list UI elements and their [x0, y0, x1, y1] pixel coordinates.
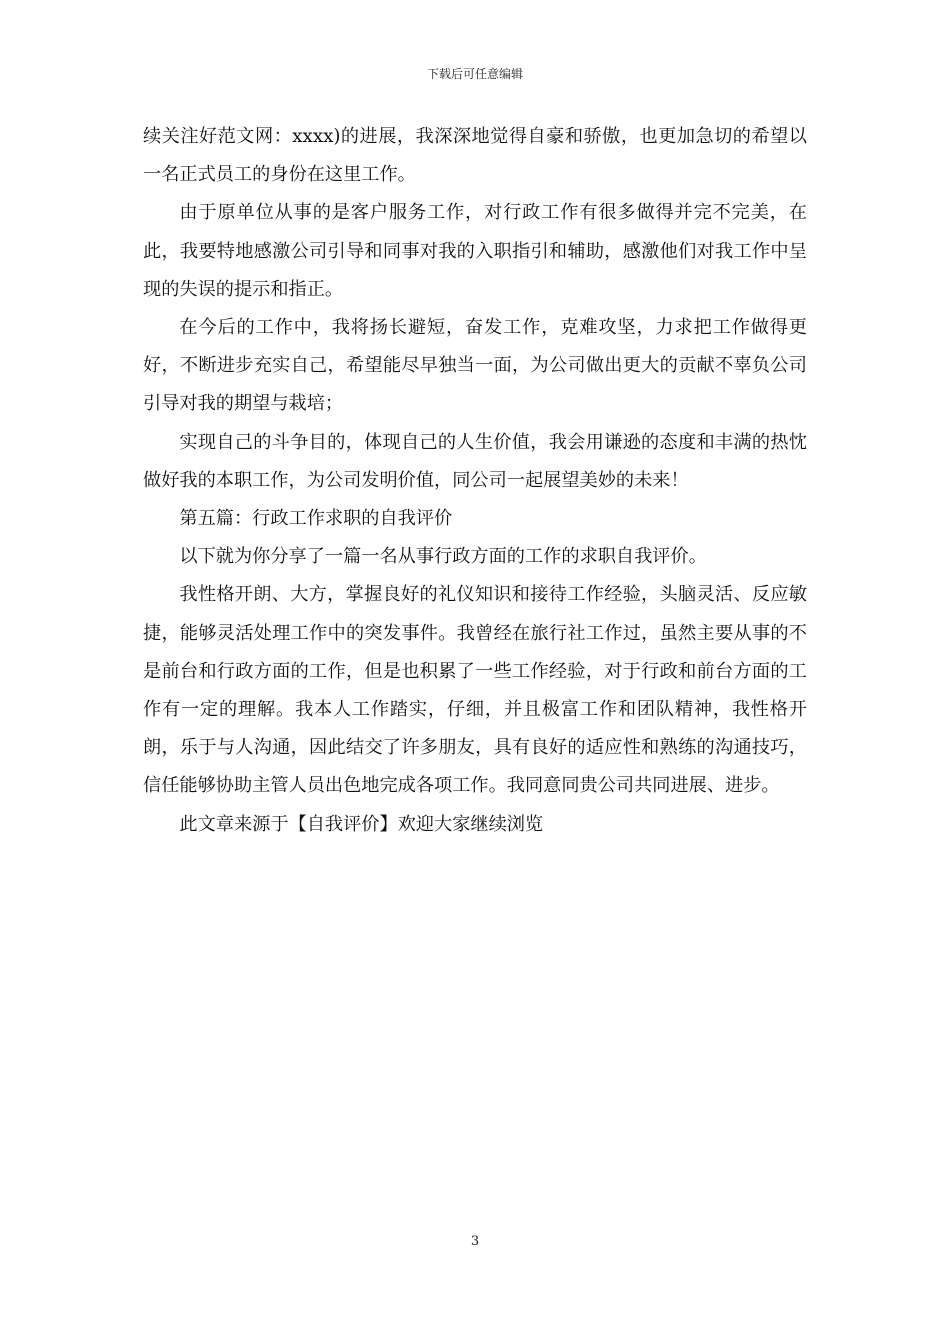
- source-note: 此文章来源于【自我评价】欢迎大家继续浏览: [179, 813, 544, 835]
- paragraph: 在今后的工作中，我将扬长避短，奋发工作，克难攻坚，力求把工作做得更好，不断进步充实自己，希望能尽早独当一面，为公司做出更大的贡献不辜负公司引导对我的期望与栽培；: [143, 317, 807, 415]
- paragraph: 由于原单位从事的是客户服务工作，对行政工作有很多做得并完不完美，在此，我要特地感激公司引导和同事对我的入职指引和辅助，感激他们对我工作中呈现的失误的提示和指正。: [143, 202, 807, 300]
- page-header: 下载后可任意编辑: [426, 67, 523, 81]
- section-heading: 第五篇：行政工作求职的自我评价: [179, 508, 453, 530]
- paragraph: 以下就为你分享了一篇一名从事行政方面的工作的求职自我评价。: [179, 546, 707, 568]
- paragraph: 实现自己的斗争目的，体现自己的人生价值，我会用谦逊的态度和丰满的热忱做好我的本职工作，为公司发明价值，同公司一起展望美妙的未来！: [143, 431, 807, 491]
- document-body: [143, 118, 807, 844]
- page-number: 3: [470, 1234, 480, 1249]
- paragraph: 我性格开朗、大方，掌握良好的礼仪知识和接待工作经验，头脑灵活、反应敏捷，能够灵活处理工作中的突发事件。我曾经在旅行社工作过，虽然主要从事的不是前台和行政方面的工作，但是也积累了一些工作经验，对于行政和前台方面的工作有一定的理解。我本人工作踏实，仔细，并且极富工作和团队精神，我性格开朗，乐于与人沟通，因此结交了许多朋友，具有良好的适应性和熟练的沟通技巧，信任能够协助主管人员出色地完成各项工作。我同意同贵公司共同进展、进步。: [143, 584, 807, 797]
- paragraph-continuation: 续关注好范文网：xxxx)的进展，我深深地觉得自豪和骄傲，也更加急切的希望以一名正式员工的身份在这里工作。: [143, 126, 807, 186]
